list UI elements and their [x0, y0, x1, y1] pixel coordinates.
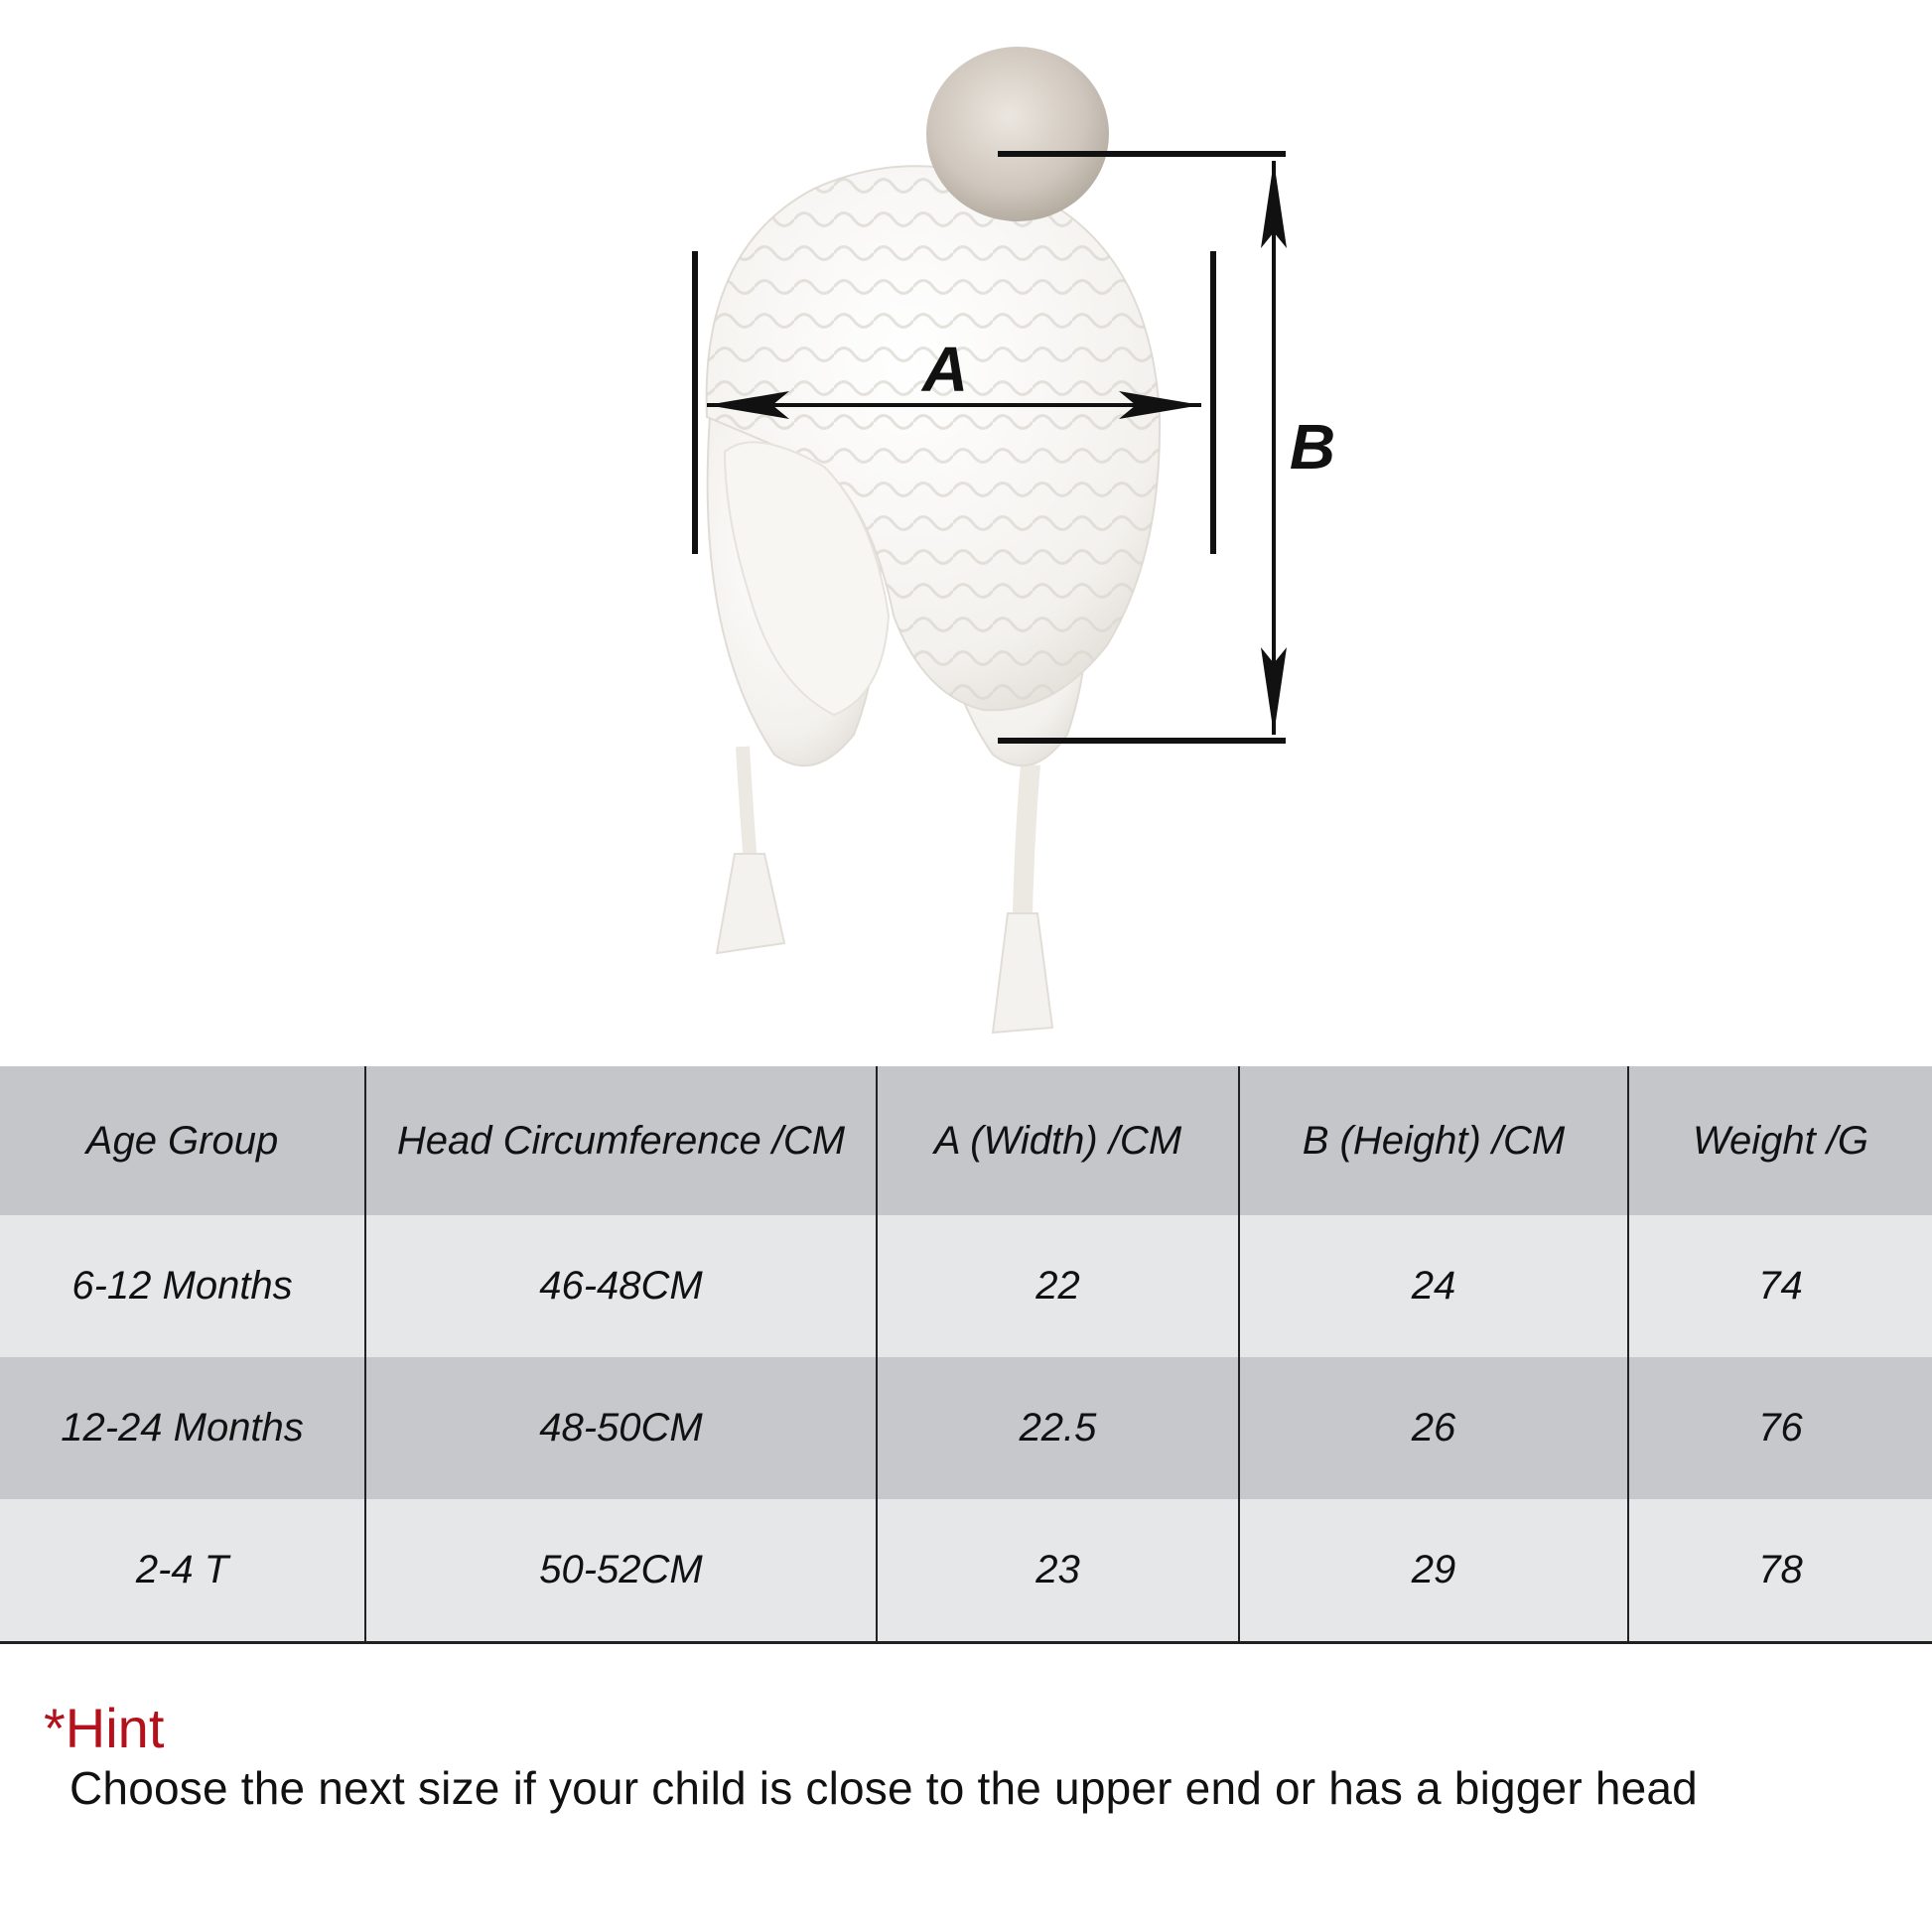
table-row	[0, 1215, 1932, 1357]
header-width: A (Width) /CM	[877, 1066, 1239, 1215]
cell-head-circumference: 46-48CM	[365, 1215, 877, 1357]
cell-age-group: 6-12 Months	[0, 1215, 365, 1357]
table-header-row	[0, 1066, 1932, 1215]
cell-weight: 74	[1628, 1215, 1932, 1357]
cell-weight: 78	[1628, 1499, 1932, 1643]
cell-height: 26	[1239, 1357, 1628, 1499]
table-row	[0, 1357, 1932, 1499]
header-height: B (Height) /CM	[1239, 1066, 1628, 1215]
table-row	[0, 1499, 1932, 1643]
header-head-circumference: Head Circumference /CM	[365, 1066, 877, 1215]
hint-title: *Hint	[44, 1697, 165, 1759]
cell-height: 24	[1239, 1215, 1628, 1357]
cell-age-group: 12-24 Months	[0, 1357, 365, 1499]
header-age-group: Age Group	[0, 1066, 365, 1215]
size-chart-table	[0, 1066, 1932, 1644]
cell-weight: 76	[1628, 1357, 1932, 1499]
cell-head-circumference: 48-50CM	[365, 1357, 877, 1499]
cell-width: 23	[877, 1499, 1239, 1643]
cell-width: 22.5	[877, 1357, 1239, 1499]
hat-illustration	[707, 47, 1160, 1033]
cell-height: 29	[1239, 1499, 1628, 1643]
label-a: A	[921, 334, 969, 405]
cell-age-group: 2-4 T	[0, 1499, 365, 1643]
cell-head-circumference: 50-52CM	[365, 1499, 877, 1643]
hint-text: Choose the next size if your child is close to the upper end or has a bigger head	[69, 1762, 1698, 1814]
header-weight: Weight /G	[1628, 1066, 1932, 1215]
label-b: B	[1289, 411, 1336, 483]
cell-width: 22	[877, 1215, 1239, 1357]
